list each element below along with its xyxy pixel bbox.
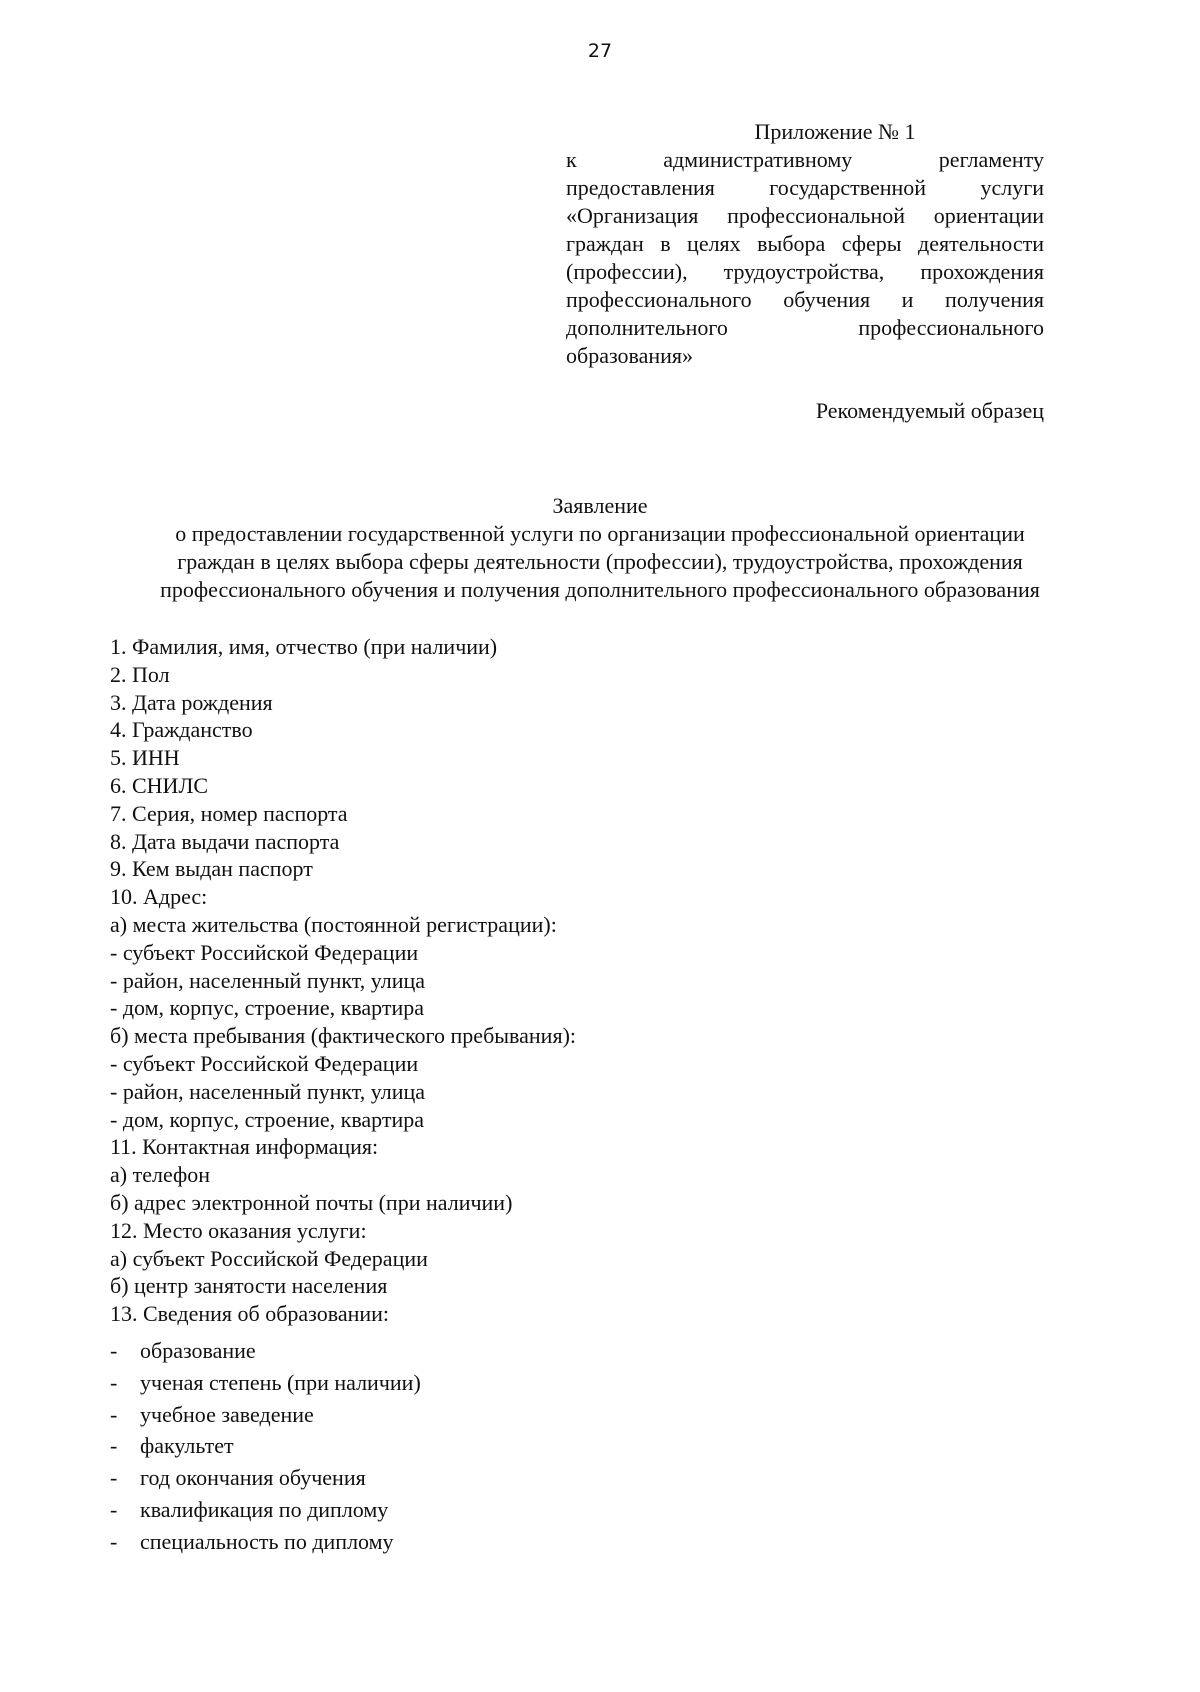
dash-bullet: - [110,1401,118,1427]
statement-line: о предоставлении государственной услуги по организации профессиональной ориентации [175,521,1025,546]
list-item: 1. Фамилия, имя, отчество (при наличии) [110,634,498,659]
list-item: б) центр занятости населения [110,1273,388,1299]
list-item: а) места жительства (постоянной регистрации): [110,911,557,937]
list-item: 8. Дата выдачи паспорта [110,828,340,854]
list-item: 10. Адрес: [110,884,208,910]
appendix-header [566,118,1044,370]
dash-bullet: - [110,1465,118,1491]
list-item: б) адрес электронной почты (при наличии) [110,1189,513,1215]
list-item: - дом, корпус, строение, квартира [110,995,425,1021]
list-item: 4. Гражданство [110,717,253,743]
list-item [110,1367,1110,1399]
list-item: 9. Кем выдан паспорт [110,856,313,882]
list-item: - субъект Российской Федерации [110,1050,419,1076]
list-item: 2. Пол [110,661,170,687]
list-item: а) телефон [110,1162,211,1188]
statement-line: граждан в целях выбора сферы деятельности (профессии), трудоустройства, прохождения [177,549,1023,574]
appendix-line: к административному регламенту [566,147,1044,172]
appendix-title: Приложение № 1 [754,119,916,144]
statement-title: Заявление [552,493,648,518]
list-item: - район, населенный пункт, улица [110,1078,426,1104]
list-item-label: квалификация по диплому [140,1496,389,1522]
application-fields-list [110,633,1110,1328]
list-item-label: ученая степень (при наличии) [140,1369,421,1395]
appendix-line: образования» [566,343,694,368]
list-item: 7. Серия, номер паспорта [110,800,348,826]
appendix-line: предоставления государственной услуги [566,175,1044,200]
list-item [110,1335,1110,1367]
list-item [110,1462,1110,1494]
list-item [110,1494,1110,1526]
list-item: 5. ИНН [110,745,180,771]
appendix-line: граждан в целях выбора сферы деятельности [566,231,1044,256]
list-item: 3. Дата рождения [110,689,273,715]
list-item: - субъект Российской Федерации [110,939,419,965]
list-item-label: специальность по диплому [140,1528,394,1554]
list-item: - район, населенный пункт, улица [110,967,426,993]
dash-bullet: - [110,1528,118,1554]
list-item [110,1399,1110,1431]
list-item: - дом, корпус, строение, квартира [110,1106,425,1132]
list-item-label: год окончания обучения [140,1465,366,1491]
appendix-line: «Организация профессиональной ориентации [566,203,1044,228]
list-item: а) субъект Российской Федерации [110,1245,428,1271]
dash-bullet: - [110,1496,118,1522]
page-number: 27 [587,40,613,62]
list-item: 13. Сведения об образовании: [110,1301,390,1327]
list-item: б) места пребывания (фактического пребывания): [110,1023,577,1049]
statement-line: профессионального обучения и получения дополнительного профессионального образования [160,577,1040,602]
list-item [110,1430,1110,1462]
list-item: 11. Контактная информация: [110,1134,379,1160]
list-item: 6. СНИЛС [110,772,209,798]
dash-bullet: - [110,1338,118,1363]
dash-bullet: - [110,1433,118,1459]
education-fields-list [110,1335,1110,1558]
list-item-label: факультет [140,1433,234,1459]
appendix-line: дополнительного профессионального [566,315,1044,340]
list-item-label: учебное заведение [140,1401,314,1427]
dash-bullet: - [110,1369,118,1395]
statement-heading [60,492,1140,604]
list-item [110,1526,1110,1558]
list-item: 12. Место оказания услуги: [110,1217,367,1243]
appendix-line: (профессии), трудоустройства, прохождения [566,259,1044,284]
recommended-sample-label: Рекомендуемый образец [815,398,1044,423]
list-item-label: образование [140,1338,256,1363]
appendix-line: профессионального обучения и получения [566,287,1044,312]
